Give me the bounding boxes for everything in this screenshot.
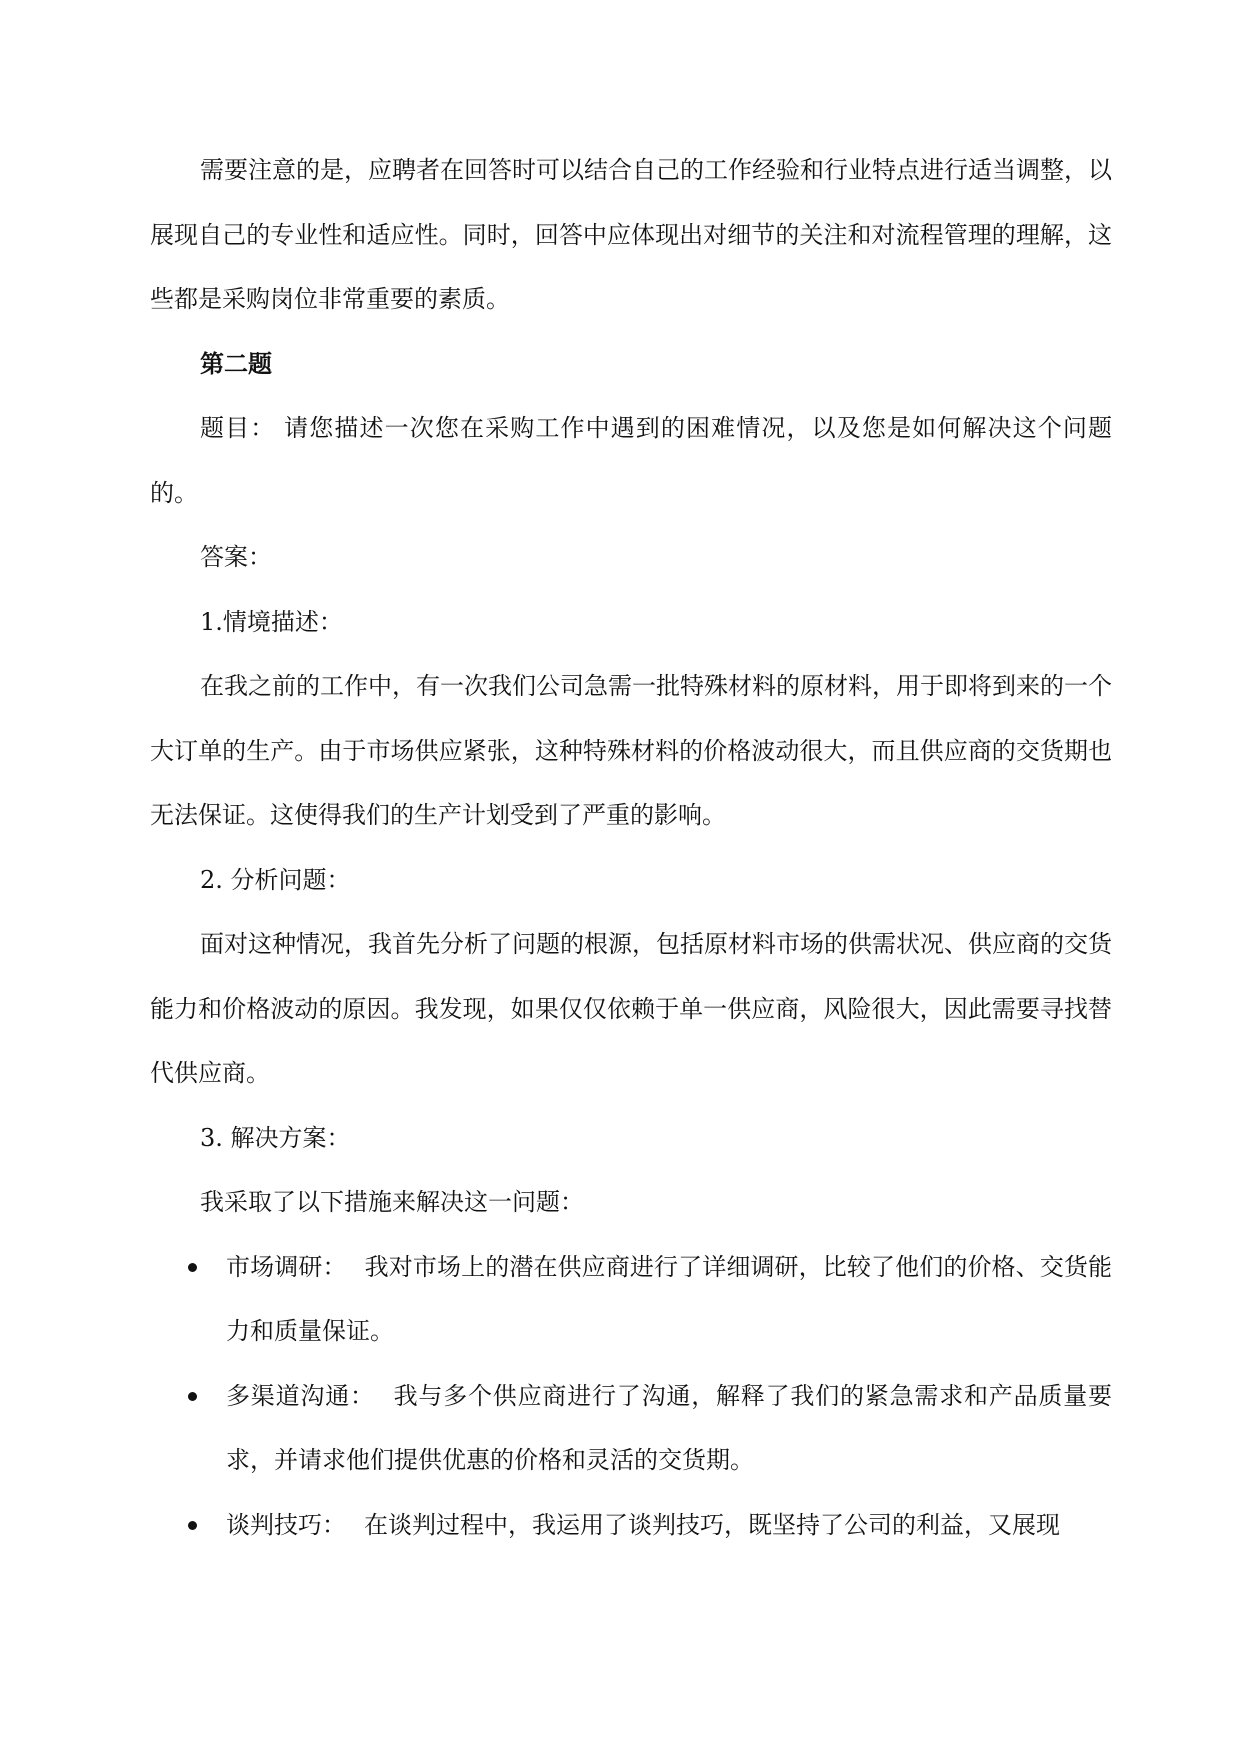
answer-label: 答案： — [200, 543, 272, 571]
bullet-term: 市场调研： — [226, 1252, 347, 1281]
step1-paragraph: 在我之前的工作中，有一次我们公司急需一批特殊材料的原材料，用于即将到来的一个大订单的生产。由于市场供应紧张，这种特殊材料的价格波动很大，而且供应商的交货期也无法保证。这使得我们的生产计划受到了严重的影响。 — [150, 672, 1112, 829]
list-item — [150, 1493, 1112, 1558]
bullet-text: 我对市场上的潜在供应商进行了详细调研，比较了他们的价格、交货能力和质量保证。 — [226, 1252, 1113, 1345]
list-item — [150, 1235, 1112, 1364]
bullet-text: 在谈判过程中，我运用了谈判技巧，既坚持了公司的利益，又展现 — [364, 1510, 1060, 1539]
question-paragraph: 题目： 请您描述一次您在采购工作中遇到的困难情况，以及您是如何解决这个问题的。 — [150, 414, 1112, 507]
bullet-term: 多渠道沟通： — [226, 1381, 375, 1410]
bullet-icon — [188, 1521, 197, 1530]
bullet-icon — [188, 1392, 197, 1401]
bullet-term: 谈判技巧： — [226, 1510, 346, 1539]
step1-label: 1.情境描述： — [200, 607, 343, 636]
step2-label: 2. 分析问题： — [200, 865, 351, 894]
intro-note-paragraph: 需要注意的是，应聘者在回答时可以结合自己的工作经验和行业特点进行适当调整，以展现自己的专业性和适应性。同时，回答中应体现出对细节的关注和对流程管理的理解，这些都是采购岗位非常重要的素质。 — [150, 156, 1112, 313]
bullet-text: 我与多个供应商进行了沟通，解释了我们的紧急需求和产品质量要求，并请求他们提供优惠的价格和灵活的交货期。 — [226, 1381, 1113, 1474]
bullet-icon — [188, 1263, 197, 1272]
measures-list — [150, 1235, 1112, 1558]
document-page — [150, 138, 1112, 1557]
step3-label: 3. 解决方案： — [200, 1123, 351, 1152]
section-heading: 第二题 — [200, 349, 272, 378]
step2-paragraph: 面对这种情况，我首先分析了问题的根源，包括原材料市场的供需状况、供应商的交货能力和价格波动的原因。我发现，如果仅仅依赖于单一供应商，风险很大，因此需要寻找替代供应商。 — [150, 930, 1112, 1087]
step3-intro: 我采取了以下措施来解决这一问题： — [200, 1188, 584, 1216]
list-item — [150, 1364, 1112, 1493]
